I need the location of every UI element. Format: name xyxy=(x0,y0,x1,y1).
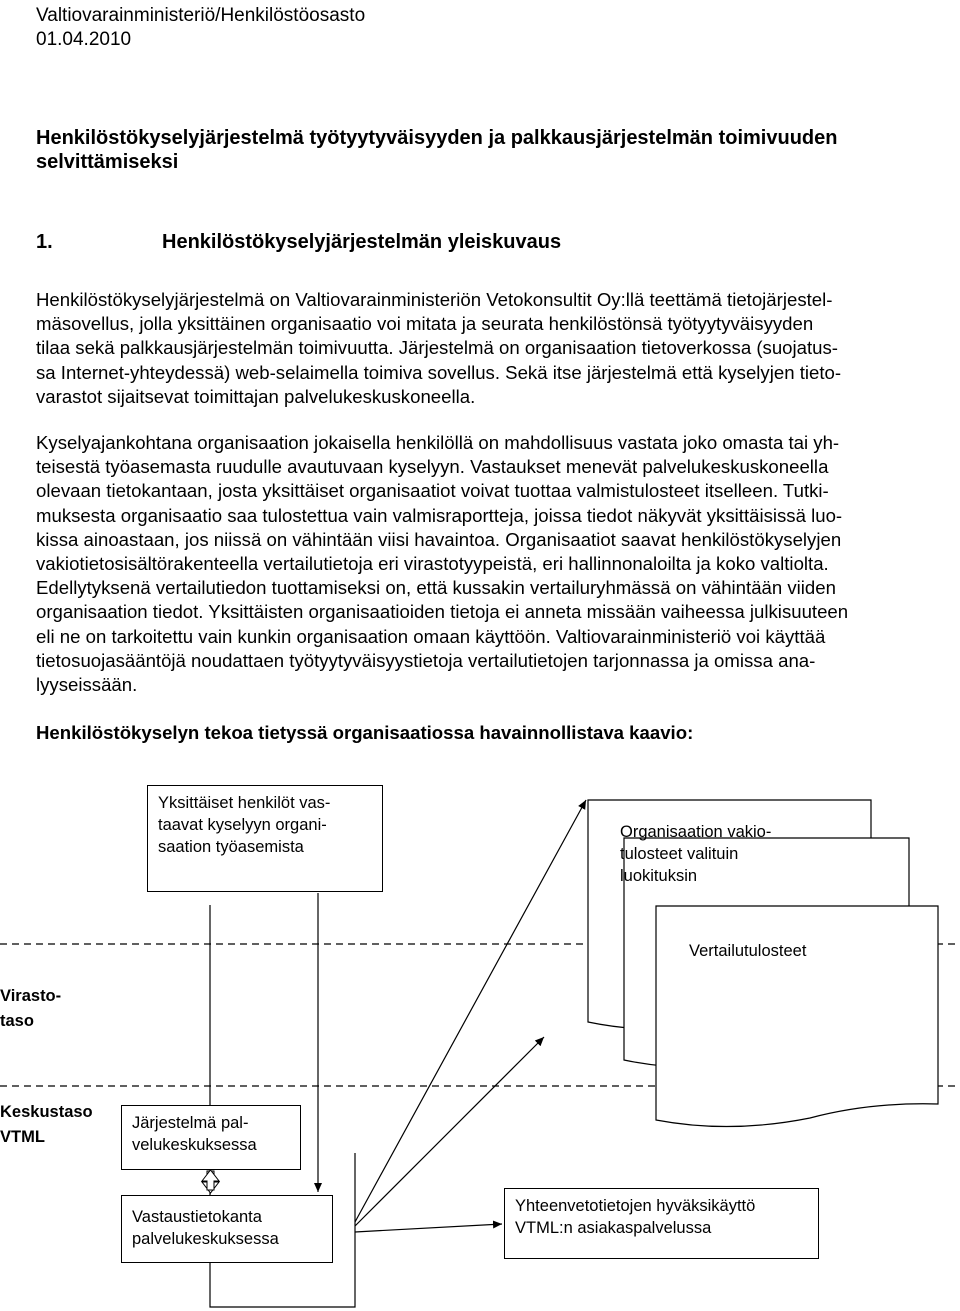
document-standard-line: luokituksin xyxy=(620,867,698,885)
label-agency-line: taso xyxy=(0,1012,34,1030)
bidirectional-arrow-icon xyxy=(202,1170,219,1190)
box-summary-line: Yhteenvetotietojen hyväksikäyttö xyxy=(515,1197,756,1215)
paragraph-line: kissa ainoastaan, jos niissä on vähintään viisi havaintoa. Organisaatiot saavat henkilöstökyselyjen xyxy=(36,528,842,550)
box-database-line: Vastaustietokanta xyxy=(132,1208,262,1226)
section-number: 1. xyxy=(36,231,53,253)
box-users xyxy=(147,785,383,892)
label-agency-tier xyxy=(0,984,61,1034)
paragraph-line: olevaan tietokantaan, josta yksittäiset organisaatiot voivat tuottaa valmistulosteet itselleen. Tutki- xyxy=(36,480,829,502)
paragraph-line: lyyseissään. xyxy=(36,674,138,696)
document-title: Henkilöstökyselyjärjestelmä työtyytyväisyyden ja palkkausjärjestelmän toimivuuden selvittämiseksi xyxy=(36,127,838,173)
diagram-heading: Henkilöstökyselyn tekoa tietyssä organisaatiossa havainnollistava kaavio: xyxy=(36,722,694,743)
box-summary xyxy=(504,1188,819,1259)
document-standard-text xyxy=(620,821,771,887)
box-database-line: palvelukeskuksessa xyxy=(132,1230,279,1248)
box-users-line: taavat kyselyyn organi- xyxy=(158,816,327,834)
header-org: Valtiovarainministeriö/Henkilöstöosasto xyxy=(36,5,366,26)
box-users-line: saation työasemista xyxy=(158,838,304,856)
paragraph-line: Henkilöstökyselyjärjestelmä on Valtiovarainministeriön Vetokonsultit Oy:llä teettämä tietojärjestel- xyxy=(36,289,833,310)
box-system-line: velukeskuksessa xyxy=(132,1136,257,1154)
label-central-line: VTML xyxy=(0,1128,45,1146)
box-summary-line: VTML:n asiakaspalvelussa xyxy=(515,1219,712,1237)
label-agency-line: Virasto- xyxy=(0,987,62,1005)
document-standard-line: Organisaation vakio- xyxy=(620,823,772,841)
paragraph-line: vakiotietosisältörakenteella vertailutietoja eri virastotyypeistä, eri hallinnonaloilta ja koko valtiolta. xyxy=(36,553,829,575)
arrow-database-to-standard xyxy=(355,800,586,1222)
section-heading: Henkilöstökyselyjärjestelmän yleiskuvaus xyxy=(162,231,562,253)
paragraph-line: Edellytyksenä vertailutiedon tuottamiseksi on, että kussakin vertailuryhmässä on vähintään viiden xyxy=(36,577,836,599)
paragraph-line: sa Internet-yhteydessä) web-selaimella toimiva sovellus. Sekä itse järjestelmä että kyselyjen tieto- xyxy=(36,361,842,383)
box-users-line: Yksittäiset henkilöt vas- xyxy=(158,794,331,812)
paragraph-line: mäsovellus, jolla yksittäinen organisaatio voi mitata ja seurata henkilöstönsä työtyytyväisyyden xyxy=(36,313,814,335)
paragraph-line: varastot sijaitsevat toimittajan palvelukeskuskoneella. xyxy=(36,385,476,407)
paragraph-line: Kyselyajankohtana organisaation jokaisella henkilöllä on mahdollisuus vastata joko omasta tai yh- xyxy=(36,432,840,453)
label-central-line: Keskustaso xyxy=(0,1103,93,1121)
paragraph-line: organisaation tiedot. Yksittäisten organisaatioiden tietoja ei anneta missään vaiheessa julkisuuteen xyxy=(36,601,849,623)
document-standard-line: tulosteet valituin xyxy=(620,845,739,863)
paragraph-line: teisestä työasemasta ruudulle avautuvaan kyselyyn. Vastaukset menevät palvelukeskuskoneella xyxy=(36,456,829,478)
document-comparison-text: Vertailutulosteet xyxy=(689,942,807,960)
header-date: 01.04.2010 xyxy=(36,29,132,50)
box-database xyxy=(121,1195,333,1263)
box-system-line: Järjestelmä pal- xyxy=(132,1114,249,1132)
label-central-tier xyxy=(0,1100,93,1150)
box-system xyxy=(121,1105,301,1170)
paragraph-line: muksesta organisaatio saa tulostettua vain valmisraportteja, joissa tiedot näkyvät yksittäisissä luo- xyxy=(36,504,843,526)
paragraph-line: eli ne on tarkoitettu vain kunkin organisaation omaan käyttöön. Valtiovarainministeriö voi käyttää xyxy=(36,625,826,647)
arrow-database-to-summary xyxy=(355,1224,502,1232)
paragraph-line: tilaa sekä palkkausjärjestelmän toimivuutta. Järjestelmä on organisaation tietoverkossa (suojatus- xyxy=(36,337,838,359)
paragraph-line: tietosuojasääntöjä noudattaen työtyytyväisyystietoja vertailutietojen tarjonnassa ja omissa ana- xyxy=(36,649,816,671)
